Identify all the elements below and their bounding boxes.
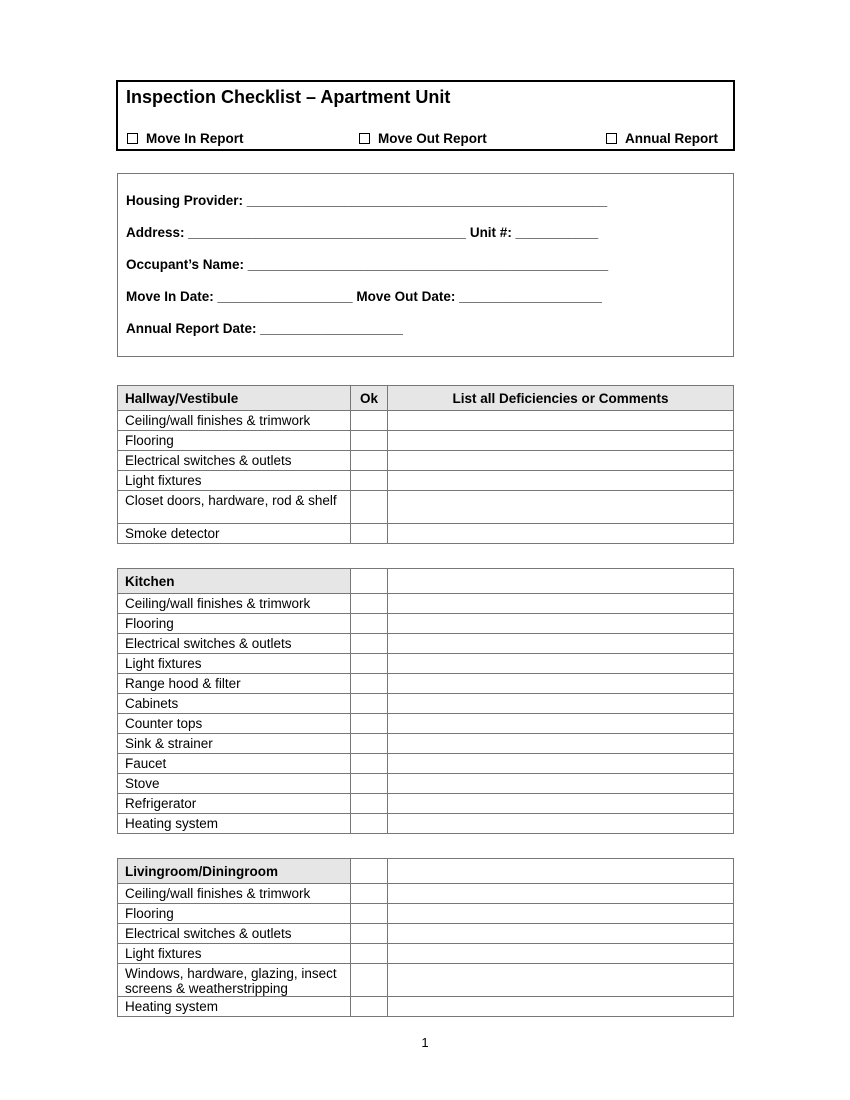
table-header-row (118, 569, 734, 594)
table-row (118, 814, 734, 834)
occupant-info-box (117, 173, 734, 357)
item-label: Cabinets (118, 694, 351, 714)
comments-cell[interactable] (388, 634, 734, 654)
table-row (118, 594, 734, 614)
ok-cell[interactable] (351, 654, 388, 674)
comments-cell[interactable] (388, 997, 734, 1017)
comments-cell[interactable] (388, 654, 734, 674)
table-row (118, 451, 734, 471)
comments-column-header (388, 569, 734, 594)
ok-cell[interactable] (351, 491, 388, 524)
table-row (118, 491, 734, 524)
ok-cell[interactable] (351, 754, 388, 774)
ok-cell[interactable] (351, 734, 388, 754)
annual-report-option[interactable] (606, 131, 718, 146)
table-row (118, 997, 734, 1017)
section-title: Livingroom/Diningroom (118, 859, 351, 884)
ok-cell[interactable] (351, 814, 388, 834)
comments-cell[interactable] (388, 904, 734, 924)
checkbox-icon[interactable] (359, 133, 370, 144)
ok-cell[interactable] (351, 674, 388, 694)
move-out-report-label: Move Out Report (378, 131, 487, 146)
item-label: Light fixtures (118, 471, 351, 491)
ok-cell[interactable] (351, 634, 388, 654)
table-row (118, 794, 734, 814)
comments-cell[interactable] (388, 734, 734, 754)
comments-column-header: List all Deficiencies or Comments (388, 386, 734, 411)
kitchen-checklist-table (117, 568, 734, 834)
table-row (118, 634, 734, 654)
ok-cell[interactable] (351, 884, 388, 904)
move-in-report-label: Move In Report (146, 131, 244, 146)
ok-cell[interactable] (351, 904, 388, 924)
table-row (118, 654, 734, 674)
item-label: Ceiling/wall finishes & trimwork (118, 884, 351, 904)
page-number: 1 (421, 1035, 429, 1050)
ok-cell[interactable] (351, 964, 388, 997)
ok-column-header (351, 569, 388, 594)
item-label: Electrical switches & outlets (118, 451, 351, 471)
comments-cell[interactable] (388, 814, 734, 834)
comments-cell[interactable] (388, 674, 734, 694)
ok-cell[interactable] (351, 714, 388, 734)
table-header-row (118, 859, 734, 884)
report-header (116, 80, 735, 151)
item-label: Windows, hardware, glazing, insect screens & weatherstripping (118, 964, 351, 997)
table-row (118, 734, 734, 754)
table-row (118, 411, 734, 431)
section-title: Kitchen (118, 569, 351, 594)
ok-cell[interactable] (351, 944, 388, 964)
comments-cell[interactable] (388, 451, 734, 471)
comments-cell[interactable] (388, 714, 734, 734)
item-label: Electrical switches & outlets (118, 634, 351, 654)
move-dates-field[interactable]: Move In Date: __________________ Move Out Date: ___________________ (126, 289, 602, 304)
item-label: Smoke detector (118, 524, 351, 544)
item-label: Light fixtures (118, 944, 351, 964)
item-label: Ceiling/wall finishes & trimwork (118, 594, 351, 614)
ok-cell[interactable] (351, 774, 388, 794)
item-label: Heating system (118, 814, 351, 834)
table-row (118, 904, 734, 924)
comments-cell[interactable] (388, 694, 734, 714)
item-label: Flooring (118, 904, 351, 924)
occupant-name-field[interactable]: Occupant’s Name: ________________________________________________ (126, 257, 609, 272)
table-row (118, 964, 734, 997)
item-label: Sink & strainer (118, 734, 351, 754)
move-out-report-option[interactable] (359, 131, 487, 146)
ok-cell[interactable] (351, 614, 388, 634)
ok-cell[interactable] (351, 694, 388, 714)
table-row (118, 714, 734, 734)
comments-cell[interactable] (388, 491, 734, 524)
item-label: Range hood & filter (118, 674, 351, 694)
item-label: Faucet (118, 754, 351, 774)
document-title: Inspection Checklist – Apartment Unit (126, 87, 451, 107)
comments-cell[interactable] (388, 924, 734, 944)
checkbox-icon[interactable] (606, 133, 617, 144)
item-label: Flooring (118, 614, 351, 634)
item-label: Electrical switches & outlets (118, 924, 351, 944)
checkbox-icon[interactable] (127, 133, 138, 144)
ok-cell[interactable] (351, 411, 388, 431)
comments-cell[interactable] (388, 471, 734, 491)
ok-column-header: Ok (351, 386, 388, 411)
comments-cell[interactable] (388, 754, 734, 774)
item-label: Counter tops (118, 714, 351, 734)
ok-cell[interactable] (351, 997, 388, 1017)
ok-cell[interactable] (351, 451, 388, 471)
comments-cell[interactable] (388, 594, 734, 614)
ok-cell[interactable] (351, 524, 388, 544)
table-row (118, 614, 734, 634)
table-row (118, 944, 734, 964)
item-label: Light fixtures (118, 654, 351, 674)
annual-report-label: Annual Report (625, 131, 718, 146)
item-label: Closet doors, hardware, rod & shelf (118, 491, 351, 524)
item-label: Ceiling/wall finishes & trimwork (118, 411, 351, 431)
ok-cell[interactable] (351, 924, 388, 944)
comments-cell[interactable] (388, 884, 734, 904)
table-row (118, 754, 734, 774)
comments-cell[interactable] (388, 431, 734, 451)
table-row (118, 694, 734, 714)
ok-cell[interactable] (351, 431, 388, 451)
table-row (118, 471, 734, 491)
comments-cell[interactable] (388, 964, 734, 997)
comments-cell[interactable] (388, 774, 734, 794)
comments-cell[interactable] (388, 524, 734, 544)
comments-cell[interactable] (388, 794, 734, 814)
table-row (118, 674, 734, 694)
move-in-report-option[interactable] (127, 131, 244, 146)
comments-cell[interactable] (388, 411, 734, 431)
ok-cell[interactable] (351, 594, 388, 614)
comments-cell[interactable] (388, 614, 734, 634)
item-label: Refrigerator (118, 794, 351, 814)
address-field[interactable]: Address: _____________________________________ Unit #: ___________ (126, 225, 599, 240)
comments-cell[interactable] (388, 944, 734, 964)
table-row (118, 924, 734, 944)
section-title: Hallway/Vestibule (118, 386, 351, 411)
table-row (118, 774, 734, 794)
item-label: Stove (118, 774, 351, 794)
comments-column-header (388, 859, 734, 884)
table-row (118, 884, 734, 904)
item-label: Flooring (118, 431, 351, 451)
ok-cell[interactable] (351, 794, 388, 814)
table-row (118, 431, 734, 451)
livingroom-checklist-table (117, 858, 734, 1017)
ok-cell[interactable] (351, 471, 388, 491)
ok-column-header (351, 859, 388, 884)
annual-report-date-field[interactable]: Annual Report Date: ___________________ (126, 321, 403, 336)
item-label: Heating system (118, 997, 351, 1017)
hallway-checklist-table (117, 385, 734, 544)
table-row (118, 524, 734, 544)
housing-provider-field[interactable]: Housing Provider: ________________________________________________ (126, 193, 608, 208)
table-header-row (118, 386, 734, 411)
